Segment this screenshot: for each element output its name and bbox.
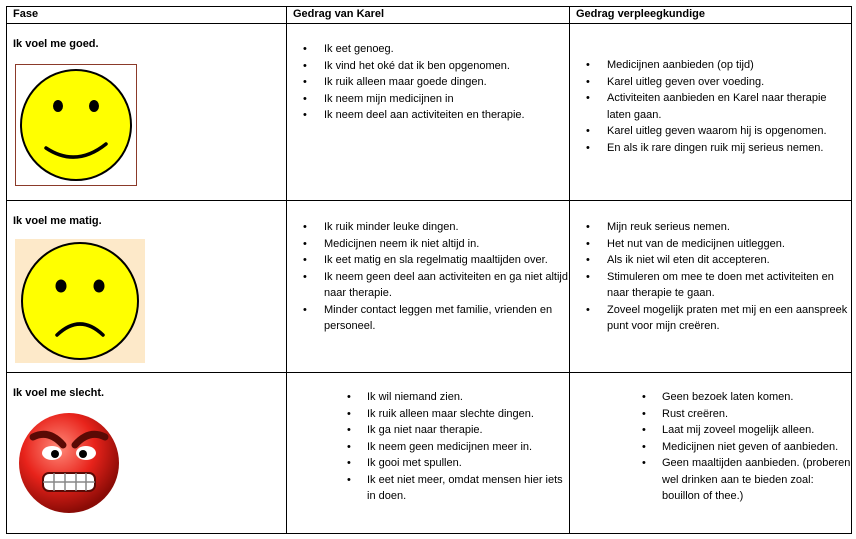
verpleegkundige-list <box>570 219 851 335</box>
list-item: • Het nut van de medicijnen uitleggen. <box>570 236 851 253</box>
table-row-matig <box>7 201 852 373</box>
list-item: • Rust creëren. <box>570 406 851 423</box>
list-item: • Stimuleren om mee te doen met activiteiten en naar therapie te gaan. <box>570 269 851 302</box>
list-item: • Zoveel mogelijk praten met mij en een aanspreek punt voor mijn creëren. <box>570 302 851 335</box>
phase-plan-table <box>6 6 852 534</box>
list-item: • Ik neem deel aan activiteiten en therapie. <box>287 107 569 124</box>
verpleegkundige-list <box>570 57 851 156</box>
list-item: • Laat mij zoveel mogelijk alleen. <box>570 422 851 439</box>
list-item: • Ik gooi met spullen. <box>287 455 569 472</box>
list-item: • Karel uitleg geven over voeding. <box>570 74 851 91</box>
table-row-slecht <box>7 373 852 534</box>
angry-face-icon <box>15 407 123 515</box>
list-item: • Medicijnen aanbieden (op tijd) <box>570 57 851 74</box>
list-item: • Medicijnen niet geven of aanbieden. <box>570 439 851 456</box>
list-item: • Ik vind het oké dat ik ben opgenomen. <box>287 58 569 75</box>
fase-title: Ik voel me matig. <box>13 215 102 227</box>
list-item: • Ik ruik minder leuke dingen. <box>287 219 569 236</box>
list-item: • Activiteiten aanbieden en Karel naar therapie laten gaan. <box>570 90 851 123</box>
list-item: • Ik eet matig en sla regelmatig maaltijden over. <box>287 252 569 269</box>
fase-cell <box>7 201 287 373</box>
header-gedrag-karel: Gedrag van Karel <box>287 7 570 24</box>
verpleegkundige-list <box>570 389 851 505</box>
list-item: • Mijn reuk serieus nemen. <box>570 219 851 236</box>
fase-cell <box>7 24 287 201</box>
list-item: • Medicijnen neem ik niet altijd in. <box>287 236 569 253</box>
header-gedrag-verpleegkundige: Gedrag verpleegkundige <box>570 7 852 24</box>
fase-cell <box>7 373 287 534</box>
list-item: • Ik neem geen deel aan activiteiten en ga niet altijd naar therapie. <box>287 269 569 302</box>
verpleegkundige-cell <box>570 201 852 373</box>
list-item: • Ik ruik alleen maar slechte dingen. <box>287 406 569 423</box>
karel-cell <box>287 24 570 201</box>
table-row-goed <box>7 24 852 201</box>
list-item: • Karel uitleg geven waarom hij is opgenomen. <box>570 123 851 140</box>
verpleegkundige-cell <box>570 24 852 201</box>
list-item: • Ik ruik alleen maar goede dingen. <box>287 74 569 91</box>
list-item: • Als ik niet wil eten dit accepteren. <box>570 252 851 269</box>
list-item: • Ik neem mijn medicijnen in <box>287 91 569 108</box>
header-fase: Fase <box>7 7 287 24</box>
header-row <box>7 7 852 24</box>
fase-title: Ik voel me slecht. <box>13 387 105 399</box>
list-item: • Ik eet niet meer, omdat mensen hier iets in doen. <box>287 472 569 505</box>
verpleegkundige-cell <box>570 373 852 534</box>
list-item: • Ik wil niemand zien. <box>287 389 569 406</box>
list-item: • Ik neem geen medicijnen meer in. <box>287 439 569 456</box>
fase-title: Ik voel me goed. <box>13 38 99 50</box>
list-item: • Ik ga niet naar therapie. <box>287 422 569 439</box>
list-item: • Minder contact leggen met familie, vrienden en personeel. <box>287 302 569 335</box>
happy-face-icon <box>15 64 137 186</box>
karel-cell <box>287 373 570 534</box>
list-item: • En als ik rare dingen ruik mij serieus nemen. <box>570 140 851 157</box>
karel-list <box>287 219 569 335</box>
karel-list <box>287 389 569 505</box>
karel-list <box>287 41 569 124</box>
list-item: • Geen maaltijden aanbieden. (proberen wel drinken aan te bieden zoal: bouillon of thee.) <box>570 455 851 505</box>
karel-cell <box>287 201 570 373</box>
sad-face-icon <box>15 239 145 363</box>
list-item: • Geen bezoek laten komen. <box>570 389 851 406</box>
list-item: • Ik eet genoeg. <box>287 41 569 58</box>
